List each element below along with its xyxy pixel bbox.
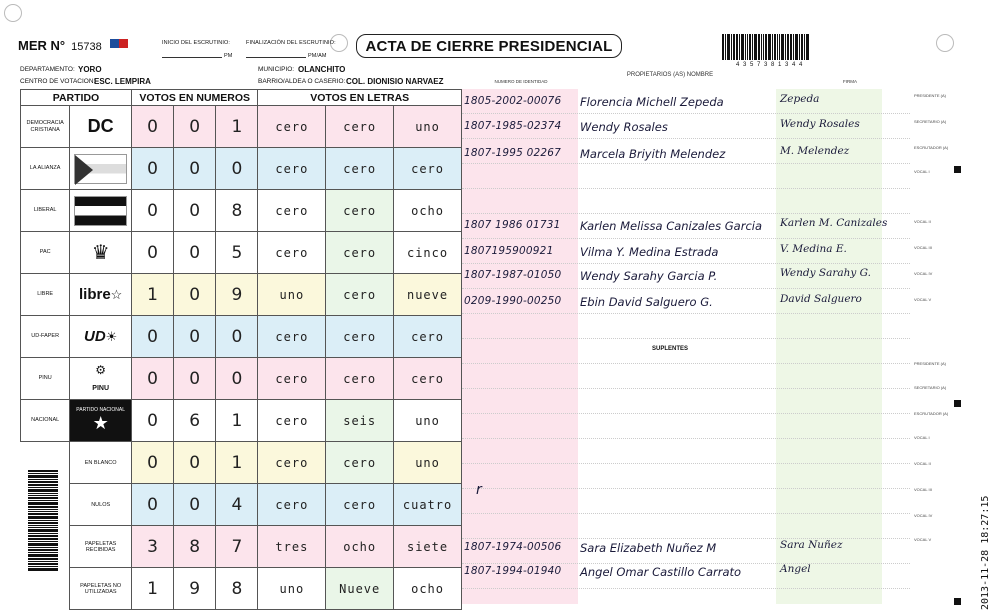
party-logo	[70, 400, 132, 442]
party-logo: PAPELETAS RECIBIDAS	[70, 526, 132, 568]
party-name: PAC	[21, 232, 70, 274]
row-divider	[462, 188, 910, 189]
mer-label: MER N° 15738	[18, 38, 102, 53]
departamento-value: YORO	[78, 65, 102, 74]
vote-digit: 1	[132, 274, 174, 316]
member-id: 0209-1990-00250	[464, 295, 562, 307]
vote-digit: 0	[216, 358, 258, 400]
vote-row	[21, 148, 462, 190]
row-divider	[462, 363, 910, 364]
inicio-line	[162, 57, 222, 58]
member-signature: M. Melendez	[780, 145, 850, 157]
vote-digit: 6	[174, 400, 216, 442]
member-signature: Karlen M. Canizales	[780, 217, 888, 229]
member-signature: David Salguero	[780, 293, 862, 305]
party-logo: PAPELETAS NO UTILIZADAS	[70, 568, 132, 610]
vote-word: uno	[258, 274, 326, 316]
member-name: Wendy Rosales	[580, 120, 668, 134]
vote-word: cero	[326, 442, 394, 484]
header-votos-numeros: VOTOS EN NUMEROS	[132, 90, 258, 106]
centro-value: ESC. LEMPIRA	[94, 77, 151, 86]
alianza-flag-icon	[74, 154, 127, 184]
vote-digit: 0	[174, 190, 216, 232]
member-name: Vilma Y. Medina Estrada	[580, 245, 719, 259]
vote-word: ocho	[326, 526, 394, 568]
corner-marker-bottom	[954, 598, 961, 605]
member-id: 1807 1986 01731	[464, 219, 561, 231]
col-nombre-header: PROPIETARIOS (AS) NOMBRE	[626, 72, 714, 78]
party-logo	[70, 106, 132, 148]
finalizacion-pm-am: PM/AM	[308, 53, 327, 59]
row-divider	[462, 413, 910, 414]
member-name: Ebin David Salguero G.	[580, 295, 713, 309]
suplente-role: SECRETARIO (A)	[914, 385, 947, 390]
member-id: 1807-1987-01050	[464, 269, 562, 281]
vote-word: cero	[258, 316, 326, 358]
member-name: Marcela Briyith Melendez	[580, 147, 726, 161]
barrio-value: COL. DIONISIO NARVAEZ	[346, 77, 444, 86]
vote-word: cero	[394, 148, 462, 190]
nulos-mark: r	[476, 482, 482, 498]
vote-digit: 0	[174, 442, 216, 484]
vote-digit: 0	[132, 484, 174, 526]
vote-digit: 0	[132, 442, 174, 484]
vote-word: uno	[394, 442, 462, 484]
member-name: Angel Omar Castillo Carrato	[580, 565, 742, 579]
row-divider	[462, 488, 910, 489]
vote-word: cero	[326, 106, 394, 148]
row-divider	[462, 463, 910, 464]
vote-row	[21, 316, 462, 358]
member-id: 1807-1994-01940	[464, 565, 562, 577]
vote-digit: 7	[216, 526, 258, 568]
member-name: Wendy Sarahy Garcia P.	[580, 269, 718, 283]
vote-word: cero	[258, 442, 326, 484]
party-logo	[70, 358, 132, 400]
vote-word: cero	[258, 232, 326, 274]
vote-digit: 0	[174, 484, 216, 526]
vote-digit: 0	[216, 316, 258, 358]
star-icon: ☆	[110, 286, 123, 302]
identidad-column	[462, 89, 578, 604]
suplentes-label: SUPLENTES	[652, 346, 689, 352]
pac-emblem-icon: ♛	[91, 242, 110, 264]
vote-word: cinco	[394, 232, 462, 274]
member-role: VOCAL IV	[914, 271, 933, 276]
suplente-role: VOCAL III	[914, 487, 932, 492]
vote-word: tres	[258, 526, 326, 568]
vote-digit: 0	[132, 400, 174, 442]
vote-digit: 1	[216, 442, 258, 484]
firma-column	[776, 89, 882, 604]
party-name: LA ALIANZA	[21, 148, 70, 190]
member-signature: Sara Nuñez	[780, 539, 843, 551]
ud-logo: UD	[84, 327, 106, 345]
suplente-role: ESCRUTADOR (A)	[914, 411, 949, 416]
barrio-label: BARRIO/ALDEA O CASERIO:	[258, 78, 346, 85]
col-identidad-header: NUMERO DE IDENTIDAD	[494, 79, 548, 84]
member-signature: Angel	[780, 563, 811, 575]
punch-hole-left	[4, 4, 22, 22]
inicio-label: INICIO DEL ESCRUTINIO:	[162, 40, 231, 46]
vote-digit: 0	[132, 190, 174, 232]
barcode-top	[722, 34, 809, 60]
member-role: SECRETARIO (A)	[914, 119, 947, 124]
inicio-pm: PM	[224, 53, 233, 59]
vote-digit: 0	[174, 148, 216, 190]
vote-word: uno	[394, 400, 462, 442]
member-role: VOCAL III	[914, 245, 932, 250]
party-name: NACIONAL	[21, 400, 70, 442]
member-role: VOCAL V	[914, 297, 932, 302]
vote-word: cero	[326, 274, 394, 316]
vote-digit: 1	[216, 400, 258, 442]
member-signature: Wendy Rosales	[780, 118, 860, 130]
row-divider	[462, 438, 910, 439]
vote-row	[21, 232, 462, 274]
corner-marker-mid	[954, 400, 961, 407]
libre-logo: libre	[78, 285, 111, 303]
member-id: 1807-1974-00506	[464, 541, 562, 553]
header-votos-letras: VOTOS EN LETRAS	[258, 90, 462, 106]
vote-word: ocho	[394, 190, 462, 232]
vote-word: cero	[326, 148, 394, 190]
col-firma-header: FIRMA	[843, 79, 857, 84]
vote-digit: 5	[216, 232, 258, 274]
vote-digit: 8	[216, 190, 258, 232]
municipio-value: OLANCHITO	[298, 65, 346, 74]
party-name: LIBRE	[21, 274, 70, 316]
member-id: 1807-1995 02267	[464, 147, 561, 159]
finalizacion-label: FINALIZACIÓN DEL ESCRUTINIO:	[246, 40, 336, 46]
header-partido: PARTIDO	[21, 90, 132, 106]
vote-word: cero	[258, 148, 326, 190]
vote-row	[21, 358, 462, 400]
municipio-label: MUNICIPIO:	[258, 66, 295, 73]
finalizacion-line	[246, 57, 306, 58]
barcode-left	[28, 470, 58, 571]
vote-word: uno	[258, 568, 326, 610]
centro-label: CENTRO DE VOTACION:	[20, 78, 96, 85]
corner-marker-top	[954, 166, 961, 173]
vote-digit: 8	[174, 526, 216, 568]
party-name: PINU	[21, 358, 70, 400]
vote-row	[21, 190, 462, 232]
vote-row	[21, 526, 462, 568]
pinu-icon: ⚙	[95, 362, 107, 377]
vote-digit: 3	[132, 526, 174, 568]
party-name: DEMOCRACIA CRISTIANA	[21, 106, 70, 148]
party-logo	[70, 274, 132, 316]
party-logo: EN BLANCO	[70, 442, 132, 484]
suplente-role: VOCAL V	[914, 537, 932, 542]
suplente-role: VOCAL II	[914, 461, 931, 466]
row-divider	[462, 163, 910, 164]
row-divider	[462, 138, 910, 139]
vote-word: cero	[258, 400, 326, 442]
party-name: UD-FAPER	[21, 316, 70, 358]
member-role: ESCRUTADOR (A)	[914, 145, 949, 150]
vote-row	[21, 484, 462, 526]
party-logo	[70, 316, 132, 358]
row-divider	[462, 263, 910, 264]
row-divider	[462, 288, 910, 289]
vote-word: cuatro	[394, 484, 462, 526]
vote-digit: 0	[216, 148, 258, 190]
vote-word: cero	[326, 358, 394, 400]
row-divider	[462, 113, 910, 114]
vote-word: ocho	[394, 568, 462, 610]
vote-word: seis	[326, 400, 394, 442]
vote-digit: 4	[216, 484, 258, 526]
member-role: VOCAL I	[914, 169, 930, 174]
vote-digit: 0	[132, 358, 174, 400]
vote-word: siete	[394, 526, 462, 568]
vote-word: cero	[394, 316, 462, 358]
vote-word: cero	[326, 232, 394, 274]
vote-word: cero	[326, 190, 394, 232]
vote-digit: 0	[174, 316, 216, 358]
votes-table	[20, 89, 462, 610]
mer-number: 15738	[71, 41, 102, 53]
row-divider	[462, 388, 910, 389]
row-divider	[462, 313, 910, 314]
vote-digit: 8	[216, 568, 258, 610]
member-role: VOCAL II	[914, 219, 931, 224]
party-logo	[70, 148, 132, 190]
member-id: 1807-1985-02374	[464, 120, 562, 132]
vote-row	[21, 442, 462, 484]
vote-word: cero	[326, 484, 394, 526]
nacional-logo: PARTIDO NACIONAL	[76, 407, 126, 413]
row-divider	[462, 238, 910, 239]
member-id: 1807195900921	[464, 245, 554, 257]
punch-hole-right	[936, 34, 954, 52]
member-role: PRESIDENTE (A)	[914, 93, 947, 98]
vote-word: cero	[326, 316, 394, 358]
row-divider	[462, 213, 910, 214]
departamento-label: DEPARTAMENTO:	[20, 66, 75, 73]
pinu-logo: PINU	[92, 384, 110, 392]
member-name: Karlen Melissa Canizales Garcia	[580, 219, 763, 233]
party-name: LIBERAL	[21, 190, 70, 232]
page-title: ACTA DE CIERRE PRESIDENCIAL	[356, 34, 622, 58]
party-logo	[70, 190, 132, 232]
vote-word: cero	[258, 358, 326, 400]
member-signature: V. Medina E.	[780, 243, 847, 255]
vote-word: cero	[258, 484, 326, 526]
star-icon: ★	[92, 413, 109, 433]
vote-word: Nueve	[326, 568, 394, 610]
vote-row	[21, 568, 462, 610]
vote-word: cero	[394, 358, 462, 400]
member-name: Florencia Michell Zepeda	[580, 95, 724, 109]
vote-digit: 0	[174, 274, 216, 316]
row-divider	[462, 513, 910, 514]
party-name	[21, 568, 70, 610]
member-signature: Zepeda	[780, 93, 820, 105]
liberal-flag-icon	[74, 196, 127, 226]
vote-row	[21, 106, 462, 148]
vote-digit: 0	[132, 148, 174, 190]
member-name: Sara Elizabeth Nuñez M	[580, 541, 717, 555]
sun-icon: ☀	[105, 328, 118, 344]
member-signature: Wendy Sarahy G.	[780, 267, 872, 279]
party-logo	[70, 232, 132, 274]
vote-word: cero	[258, 190, 326, 232]
vote-word: cero	[258, 106, 326, 148]
vote-row	[21, 400, 462, 442]
vote-digit: 1	[216, 106, 258, 148]
row-divider	[462, 338, 910, 339]
vote-digit: 9	[174, 568, 216, 610]
member-id: 1805-2002-00076	[464, 95, 562, 107]
row-divider	[462, 588, 910, 589]
vote-row	[21, 274, 462, 316]
suplente-role: VOCAL I	[914, 435, 930, 440]
dc-logo: DC	[87, 116, 114, 136]
vote-digit: 0	[174, 358, 216, 400]
row-divider	[462, 563, 910, 564]
vote-digit: 0	[132, 106, 174, 148]
form-header	[0, 0, 1008, 90]
vote-word: uno	[394, 106, 462, 148]
suplente-role: PRESIDENTE (A)	[914, 361, 947, 366]
scan-timestamp: 2013-11-28 18:27:15	[980, 495, 991, 610]
party-logo: NULOS	[70, 484, 132, 526]
vote-digit: 1	[132, 568, 174, 610]
row-divider	[462, 538, 910, 539]
vote-digit: 0	[174, 232, 216, 274]
election-logo	[110, 39, 128, 48]
vote-digit: 0	[132, 232, 174, 274]
vote-digit: 0	[174, 106, 216, 148]
suplente-role: VOCAL IV	[914, 513, 933, 518]
members-panel	[462, 89, 949, 604]
vote-word: nueve	[394, 274, 462, 316]
barcode-number: 4 3 5 7 3 8 1 3 4 4	[736, 62, 804, 68]
vote-digit: 9	[216, 274, 258, 316]
vote-digit: 0	[132, 316, 174, 358]
